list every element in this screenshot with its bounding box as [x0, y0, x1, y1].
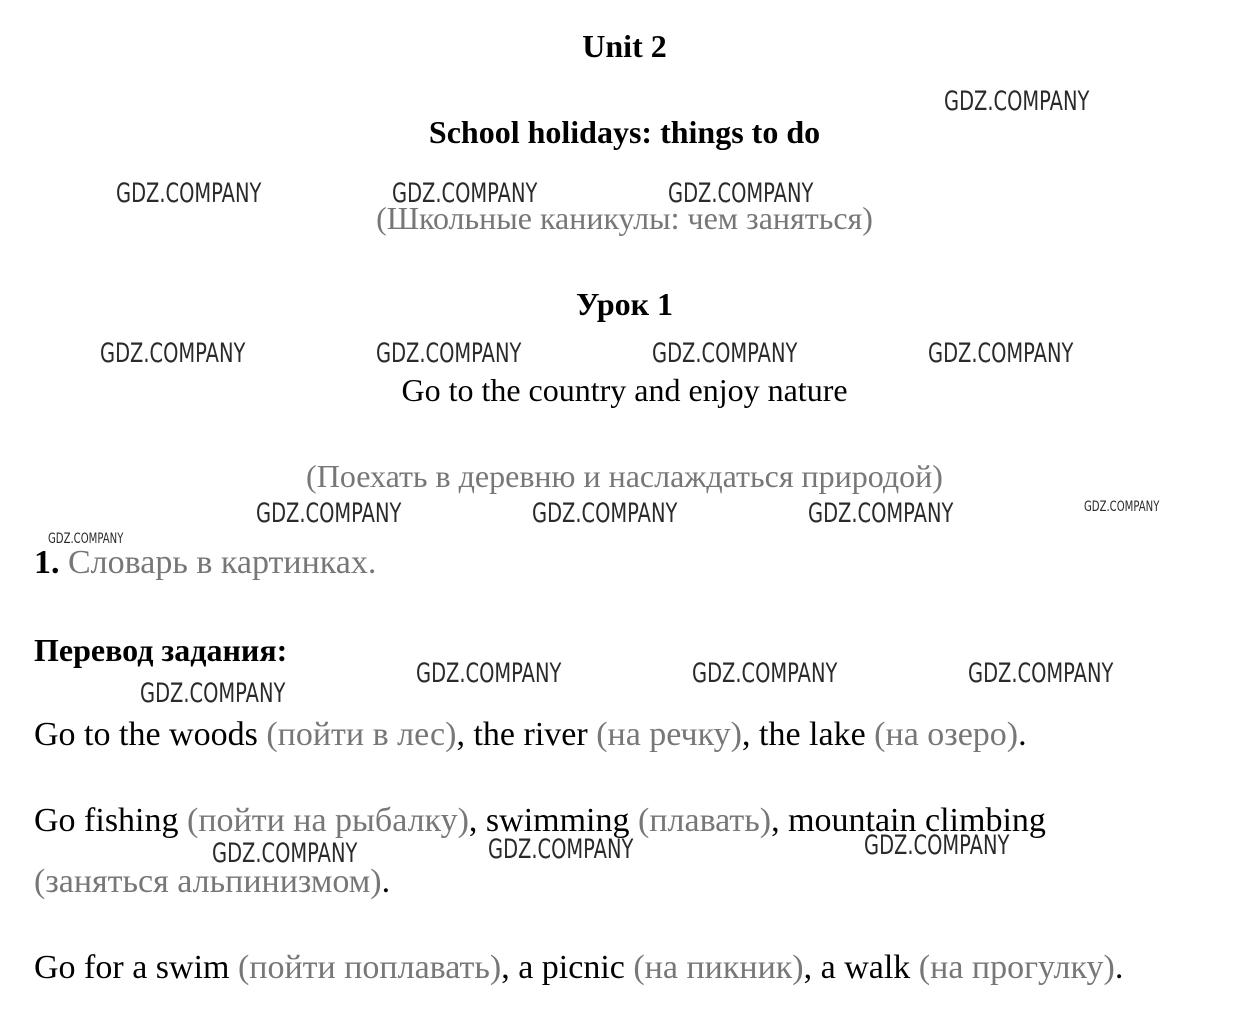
english-text: Go fishing	[34, 802, 187, 839]
translation-text: (плавать)	[638, 802, 772, 839]
unit-subtitle: School holidays: things to do	[428, 114, 821, 150]
translation-heading: Перевод задания:	[34, 632, 288, 668]
english-text: Go for a swim	[34, 949, 238, 986]
watermark: GDZ.COMPANY	[212, 838, 358, 869]
english-text: , mountain climbing	[771, 802, 1046, 839]
watermark: GDZ.COMPANY	[416, 658, 562, 689]
watermark: GDZ.COMPANY	[256, 498, 402, 529]
watermark: GDZ.COMPANY	[1084, 499, 1160, 515]
english-text: .	[381, 863, 391, 900]
watermark: GDZ.COMPANY	[668, 178, 814, 209]
watermark: GDZ.COMPANY	[48, 531, 124, 547]
watermark: GDZ.COMPANY	[100, 338, 246, 369]
english-text: , a picnic	[501, 949, 634, 986]
translation-text: (пойти поплавать)	[237, 949, 502, 986]
english-text: , a walk	[803, 949, 919, 986]
translation-text: (на озеро)	[874, 716, 1019, 753]
watermark: GDZ.COMPANY	[532, 498, 678, 529]
lesson-title: Урок 1	[575, 286, 674, 322]
exercise-text: Словарь в картинках.	[68, 544, 377, 581]
translation-text: (на прогулку)	[918, 949, 1115, 986]
translation-text: (на пикник)	[633, 949, 804, 986]
watermark: GDZ.COMPANY	[864, 830, 1010, 861]
watermark: GDZ.COMPANY	[488, 834, 634, 865]
watermark: GDZ.COMPANY	[392, 178, 538, 209]
exercise-line	[34, 544, 376, 582]
watermark: GDZ.COMPANY	[116, 178, 262, 209]
english-text: , the river	[456, 716, 597, 753]
translation-text: (на речку)	[596, 716, 742, 753]
english-text: , the lake	[742, 716, 875, 753]
unit-subtitle-translation: (Школьные каникулы: чем заняться)	[376, 200, 873, 236]
translation-text: (пойти в лес)	[266, 716, 457, 753]
watermark: GDZ.COMPANY	[968, 658, 1114, 689]
watermark: GDZ.COMPANY	[140, 678, 286, 709]
translation-text: (заняться альпинизмом)	[34, 863, 382, 900]
english-text: .	[1114, 949, 1124, 986]
watermark: GDZ.COMPANY	[652, 338, 798, 369]
vocab-line	[34, 716, 1027, 754]
lesson-subtitle-translation: (Поехать в деревню и наслаждаться природой)	[306, 458, 943, 494]
english-text: .	[1018, 716, 1027, 753]
watermark: GDZ.COMPANY	[944, 86, 1090, 117]
lesson-subtitle: Go to the country and enjoy nature	[401, 372, 848, 408]
vocab-line	[34, 949, 1123, 987]
unit-title: Unit 2	[582, 28, 667, 64]
watermark: GDZ.COMPANY	[808, 498, 954, 529]
watermark: GDZ.COMPANY	[692, 658, 838, 689]
english-text: Go to the woods	[34, 716, 267, 753]
exercise-number: 1.	[34, 544, 60, 581]
watermark: GDZ.COMPANY	[376, 338, 522, 369]
watermark: GDZ.COMPANY	[928, 338, 1074, 369]
english-text: , swimming	[468, 802, 638, 839]
translation-text: (пойти на рыбалку)	[187, 802, 469, 839]
